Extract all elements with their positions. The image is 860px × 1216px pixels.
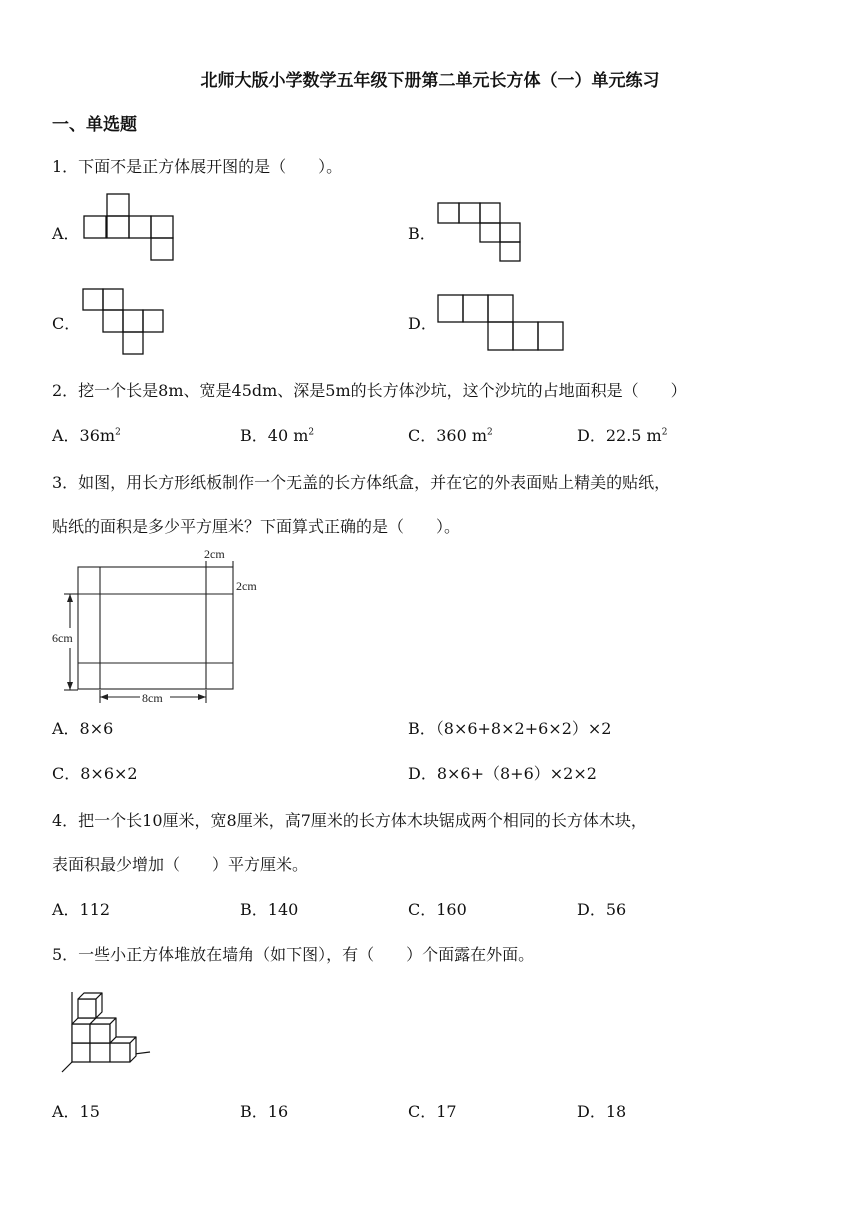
q3-option-d[interactable]: D．8×6+（8+6）×2×2 <box>408 764 597 783</box>
q3-option-c[interactable]: C．8×6×2 <box>52 764 138 783</box>
q4-option-b[interactable]: B．140 <box>240 900 299 919</box>
question-5-stem: 5．一些小正方体堆放在墙角（如下图），有（ ）个面露在外面。 <box>52 945 535 964</box>
q1-option-b-label[interactable]: B． <box>408 224 436 243</box>
q5-option-c[interactable]: C．17 <box>408 1102 457 1121</box>
unit-superscript: 2 <box>115 427 121 438</box>
question-3-stem-line1: 3．如图，用长方形纸板制作一个无盖的长方体纸盒，并在它的外表面贴上精美的贴纸， <box>52 473 671 492</box>
page-title: 北师大版小学数学五年级下册第二单元长方体（一）单元练习 <box>200 71 660 91</box>
q2-option-c-text: C．360 m <box>408 426 488 445</box>
q2-option-d-text: D．22.5 m <box>577 426 662 445</box>
q2-option-b[interactable] <box>240 426 314 446</box>
q4-option-a[interactable]: A．112 <box>52 900 111 919</box>
q3-label-6cm: 6cm <box>52 631 73 645</box>
q2-option-a[interactable] <box>52 426 121 446</box>
q3-label-2cm-side: 2cm <box>236 579 257 593</box>
q2-option-d[interactable] <box>577 426 667 446</box>
q5-option-d[interactable]: D．18 <box>577 1102 627 1121</box>
q3-option-b[interactable]: B．（8×6+8×2+6×2）×2 <box>408 719 612 738</box>
question-4-stem-line2: 表面积最少增加（ ）平方厘米。 <box>52 855 309 874</box>
q4-option-c[interactable]: C．160 <box>408 900 467 919</box>
question-3-stem-line2: 贴纸的面积是多少平方厘米？下面算式正确的是（ ）。 <box>52 517 461 536</box>
question-4-stem-line1: 4．把一个长10厘米，宽8厘米，高7厘米的长方体木块锯成两个相同的长方体木块， <box>52 811 647 830</box>
q1-option-a-label[interactable]: A． <box>52 224 80 243</box>
q5-option-a[interactable]: A．15 <box>52 1102 100 1121</box>
unit-superscript: 2 <box>661 427 668 438</box>
unit-superscript: 2 <box>487 427 493 438</box>
q3-option-a[interactable]: A．8×6 <box>52 719 114 738</box>
q3-label-8cm: 8cm <box>142 691 163 705</box>
q2-option-c[interactable] <box>408 426 493 446</box>
q4-option-d[interactable]: D．56 <box>577 900 627 919</box>
q5-stacked-cubes-figure <box>0 0 1 1</box>
q2-option-b-text: B．40 m <box>240 426 309 445</box>
q5-option-b[interactable]: B．16 <box>240 1102 289 1121</box>
section-heading: 一、单选题 <box>52 115 137 135</box>
q3-label-2cm-top: 2cm <box>204 547 225 561</box>
question-2-stem: 2．挖一个长是8m、宽是45dm、深是5m的长方体沙坑，这个沙坑的占地面积是（ ） <box>52 381 687 400</box>
q1-option-d-label[interactable]: D． <box>408 314 437 333</box>
q2-option-a-text: A．36m <box>52 426 116 445</box>
q1-option-c-label[interactable]: C． <box>52 314 81 333</box>
unit-superscript: 2 <box>308 427 315 438</box>
question-1-stem: 1．下面不是正方体展开图的是（ ）。 <box>52 157 343 176</box>
